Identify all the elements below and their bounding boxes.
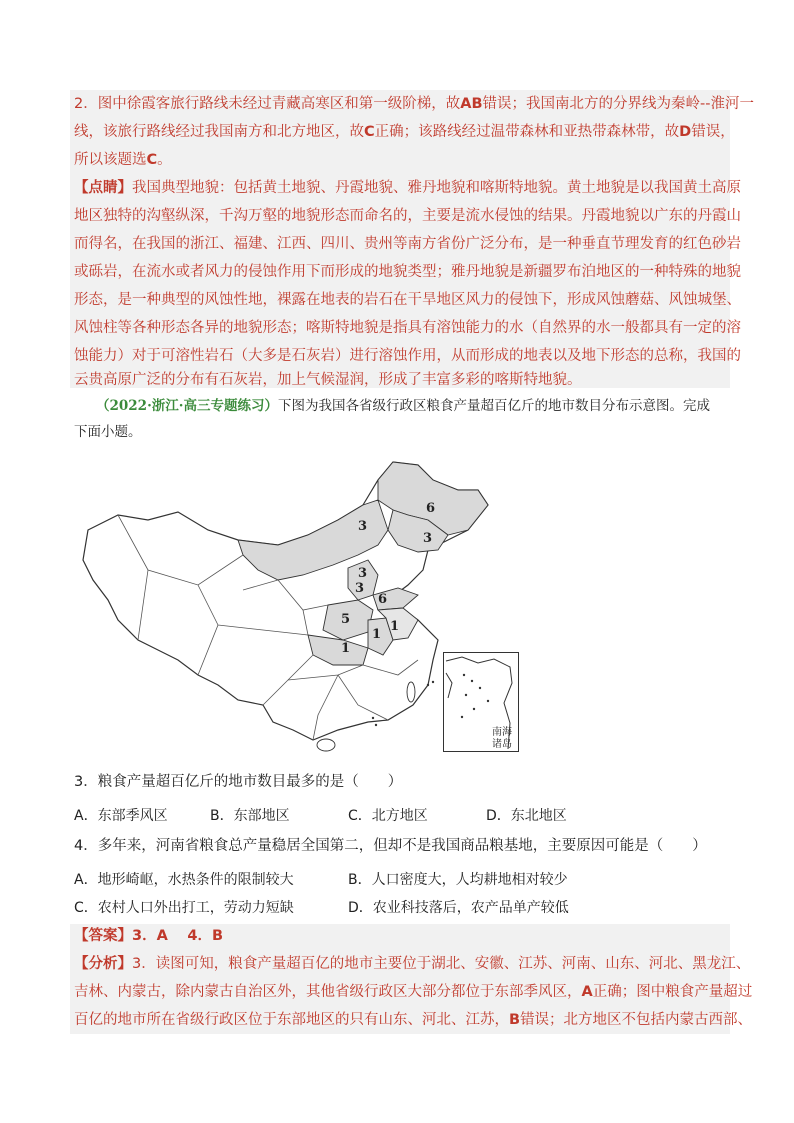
- map-label-hebei: 3: [355, 581, 365, 596]
- answer-line: [74, 926, 223, 946]
- q3-option-b[interactable]: B．东部地区: [210, 808, 290, 824]
- q4-option-a[interactable]: A．地形崎岖，水热条件的限制较大: [74, 872, 294, 888]
- q3-option-a[interactable]: A．东部季风区: [74, 808, 168, 824]
- pointer-line-0: 【点睛】我国典型地貌：包括黄土地貌、丹霞地貌、雅丹地貌和喀斯特地貌。黄土地貌是以我国黄土高原: [74, 180, 741, 196]
- map-label-neimenggu: 3: [358, 519, 368, 534]
- inset-coast-left: [446, 673, 452, 698]
- explanation-q2-line3: 所以该题选C。: [74, 152, 172, 168]
- island-dot: [471, 680, 473, 682]
- south-sea-inset: [443, 652, 519, 752]
- q4-option-d[interactable]: D．农业科技落后，农产品单产较低: [348, 900, 569, 916]
- pointer-line-7: 云贵高原广泛的分布有石灰岩，加上气候湿润，形成了丰富多彩的喀斯特地貌。: [74, 372, 582, 388]
- pointer-line-4: 形态，是一种典型的风蚀性地，裸露在地表的岩石在干旱地区风力的侵蚀下，形成风蚀蘑菇、风蚀城堡、: [74, 292, 741, 308]
- analysis-tag: 【分析】: [74, 956, 132, 972]
- island-dot: [463, 674, 465, 676]
- analysis-line2: 吉林、内蒙古，除内蒙古自治区外，其他省级行政区大部分都位于东部季风区，A正确；图中粮食产量超过: [74, 984, 753, 1000]
- analysis-line1: 【分析】3．读图可知，粮食产量超百亿的地市主要位于湖北、安徽、江苏、河南、山东、河北、黑龙江、: [74, 956, 751, 972]
- q3-option-d[interactable]: D．东北地区: [486, 808, 567, 824]
- island-dot: [461, 716, 463, 718]
- island-dot: [465, 694, 467, 696]
- pointer-line-3: 或砾岩，在流水或者风力的侵蚀作用下而形成的地貌类型；雅丹地貌是新疆罗布泊地区的一种特殊的地貌: [74, 264, 741, 280]
- pointer-line-6: 蚀能力）对于可溶性岩石（大多是石灰岩）进行溶蚀作用，从而形成的地表以及地下形态的总称，我国的: [74, 348, 741, 364]
- island-dot: [372, 717, 374, 719]
- q3-option-c[interactable]: C．北方地区: [348, 808, 428, 824]
- answer-text: 3．A 4．B: [132, 928, 223, 944]
- inset-label-2: 诸岛: [492, 739, 512, 750]
- analysis-line3: 百亿的地市所在省级行政区位于东部地区的只有山东、河北、江苏，B错误；北方地区不包括内蒙古西部、: [74, 1012, 753, 1028]
- map-label-hubei: 1: [341, 641, 351, 656]
- island-dot: [487, 700, 489, 702]
- question-4-stem: 4．多年来，河南省粮食总产量稳居全国第二，但却不是我国商品粮基地，主要原因可能是（ ）: [74, 838, 707, 854]
- hainan-island: [317, 739, 335, 751]
- map-label-hebei-upper: 3: [358, 566, 368, 581]
- map-label-shandong: 6: [378, 592, 388, 607]
- map-label-anhui: 1: [372, 627, 382, 642]
- island-dot: [427, 684, 429, 686]
- question-3-stem: 3．粮食产量超百亿斤的地市数目最多的是（ ）: [74, 774, 403, 790]
- map-label-jilin: 3: [423, 531, 433, 546]
- q4-option-b[interactable]: B．人口密度大，人均耕地相对较少: [348, 872, 568, 888]
- island-dot: [432, 681, 434, 683]
- source-tag: （2022·浙江·高三专题练习）: [96, 398, 278, 414]
- island-dot: [479, 687, 481, 689]
- map-label-henan: 5: [341, 612, 351, 627]
- map-label-heilongjiang: 6: [426, 501, 436, 516]
- island-dot: [473, 708, 475, 710]
- map-label-jiangsu: 1: [390, 619, 400, 634]
- island-dot: [375, 724, 377, 726]
- question-intro-line1: （2022·浙江·高三专题练习）下图为我国各省级行政区粮食产量超百亿斤的地市数目分布示意图。完成: [96, 398, 710, 414]
- pointer-line-2: 而得名，在我国的浙江、福建、江西、四川、贵州等南方省份广泛分布，是一种垂直节理发育的红色砂岩: [74, 236, 741, 252]
- inset-label-1: 南海: [492, 727, 512, 738]
- question-intro-line2: 下面小题。: [74, 424, 142, 440]
- answer-tag: 【答案】: [74, 928, 132, 944]
- explanation-q2-line2: 线，该旅行路线经过我国南方和北方地区，故C正确；该路线经过温带森林和亚热带森林带，故D错误，: [74, 124, 735, 140]
- explanation-q2-line1: 2．图中徐霞客旅行路线未经过青藏高寒区和第一级阶梯，故AB错误；我国南北方的分界线为秦岭--淮河一: [74, 96, 754, 112]
- pointer-line-5: 风蚀柱等各种形态各异的地貌形态；喀斯特地貌是指具有溶蚀能力的水（自然界的水一般都具有一定的溶: [74, 320, 741, 336]
- inset-svg: [444, 653, 518, 751]
- pointer-tag: 【点睛】: [74, 180, 132, 196]
- q4-option-c[interactable]: C．农村人口外出打工，劳动力短缺: [74, 900, 294, 916]
- taiwan-island: [407, 682, 415, 702]
- pointer-line-1: 地区独特的沟壑纵深，千沟万壑的地貌形态而命名的，主要是流水侵蚀的结果。丹霞地貌以广东的丹霞山: [74, 208, 741, 224]
